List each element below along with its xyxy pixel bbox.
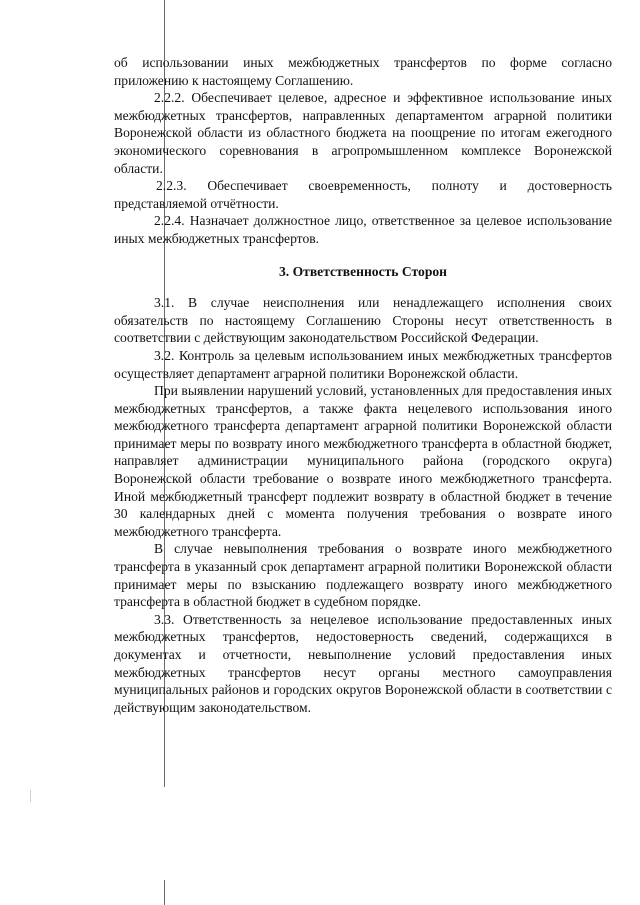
paragraph-continuation: об использовании иных межбюджетных трансфертов по форме согласно приложению к настоящему Соглашению. <box>114 55 612 88</box>
paragraph-3-1: 3.1. В случае неисполнения или ненадлежащего исполнения своих обязательств по настоящему Соглашению Стороны несут ответственность в соответствии с действующим законодательством Российской Федерации. <box>114 295 612 346</box>
paragraph-2-2-4: 2.2.4. Назначает должностное лицо, ответственное за целевое использование иных межбюджетных трансфертов. <box>114 213 612 246</box>
paragraph-3-2: 3.2. Контроль за целевым использованием иных межбюджетных трансфертов осуществляет департамент аграрной политики Воронежской области. <box>114 347 612 381</box>
scan-artifact-line-bottom <box>164 880 165 905</box>
document-text <box>114 54 612 716</box>
section-title: 3. Ответственность Сторон <box>278 263 448 279</box>
paragraph-2-2-3: 2.2.3. Обеспечивает своевременность, полноту и достоверность представляемой отчётности. <box>114 178 612 211</box>
paragraph-3-3: 3.3. Ответственность за нецелевое использование предоставленных иных межбюджетных трансфертов, недостоверность сведений, содержащихся в документах и отчетности, невыполнение условий предоставления иных межбюджетных трансфертов несут органы местного самоуправления муниципальных районов и городских округов Воронежской области в соответствии с действующим законодательством. <box>114 611 612 715</box>
paragraph-2-2-2: 2.2.2. Обеспечивает целевое, адресное и эффективное использование иных межбюджетных трансфертов, направленных департаментом аграрной политики Воронежской области из областного бюджета на поощрение по итогам ежегодного экономического соревнования в агропромышленном комплексе Воронежской области. <box>114 90 612 176</box>
paragraph-violations: При выявлении нарушений условий, установленных для предоставления иных межбюджетных трансфертов, а также факта нецелевого использования иного межбюджетного трансферта департамент аграрной политики Воронежской области принимает меры по возврату иного межбюджетного трансферта в областной бюджет, направляет администрации муниципального района (городского округа) Воронежской области требование о возврате иного межбюджетного трансферта. Иной межбюджетный трансферт подлежит возврату в областной бюджет в течение 30 календарных дней с момента получения требования о возврате иного межбюджетного трансферта. <box>114 383 612 539</box>
paragraph-non-compliance: В случае невыполнения требования о возврате иного межбюджетного трансферта в указанный срок департамент аграрной политики Воронежской области принимает меры по взысканию подлежащего возврату иного межбюджетного трансферта в областной бюджет в судебном порядке. <box>114 541 612 610</box>
scan-artifact-mark <box>30 790 31 802</box>
